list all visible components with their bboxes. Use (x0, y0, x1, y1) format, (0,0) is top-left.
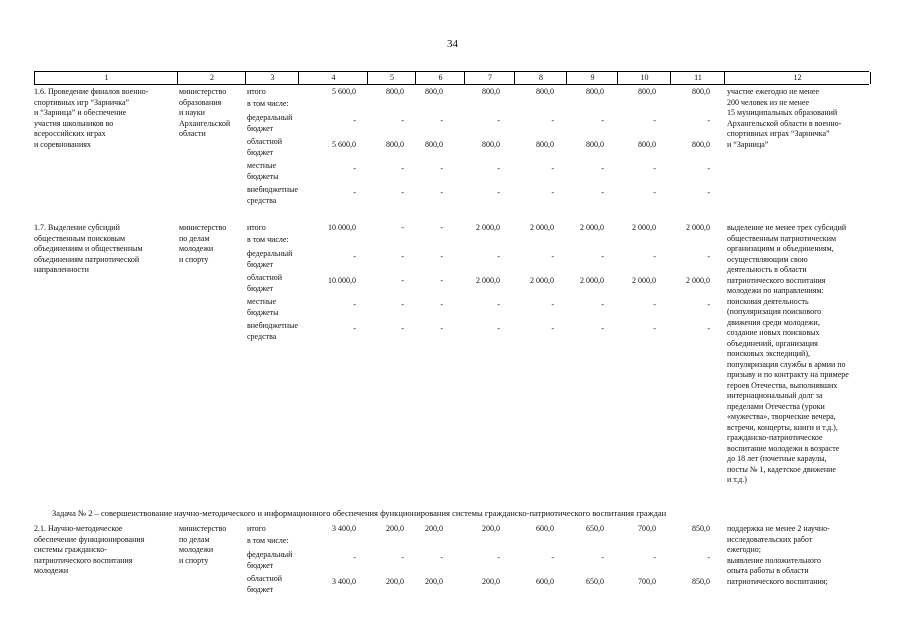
funding-value: 800,0 (425, 140, 443, 149)
funding-value: - (601, 188, 604, 197)
funding-source-label: в том числе: (247, 99, 289, 108)
funding-value: 600,0 (536, 524, 554, 533)
funding-value: - (401, 553, 404, 562)
funding-value: - (601, 164, 604, 173)
funding-value: - (601, 553, 604, 562)
funding-value: - (601, 252, 604, 261)
funding-value: - (497, 300, 500, 309)
funding-value: - (497, 188, 500, 197)
funding-source-label: местные бюджеты (247, 161, 279, 181)
funding-value: 800,0 (586, 140, 604, 149)
funding-value: 800,0 (482, 87, 500, 96)
funding-value: 850,0 (692, 524, 710, 533)
activity-name: 1.7. Выделение субсидий общественным поисковым объединениям и общественным объединениям патриотической направленности (34, 223, 143, 274)
activity-name: 1.6. Проведение финалов военно- спортивных игр “Зарничка” и “Зарница” и обеспечение участия школьников во всероссийских играх и соревнованиях (34, 87, 149, 149)
funding-value: - (497, 553, 500, 562)
funding-value: - (707, 553, 710, 562)
funding-value: - (551, 553, 554, 562)
funding-value: - (653, 116, 656, 125)
funding-value: 800,0 (536, 140, 554, 149)
funding-value: 800,0 (692, 140, 710, 149)
funding-value: - (601, 324, 604, 333)
funding-value: 800,0 (482, 140, 500, 149)
funding-source-label: внебюджетные средства (247, 185, 298, 205)
funding-value: - (401, 276, 404, 285)
funding-value: - (353, 116, 356, 125)
funding-value: - (707, 252, 710, 261)
executor-name: министерство по делам молодежи и спорту (179, 524, 227, 565)
funding-value: - (653, 188, 656, 197)
funding-value: 800,0 (536, 87, 554, 96)
funding-value: - (601, 300, 604, 309)
funding-source-label: федеральный бюджет (247, 550, 293, 570)
funding-value: - (401, 324, 404, 333)
funding-source-label: федеральный бюджет (247, 113, 293, 133)
funding-value: 2 000,0 (476, 223, 500, 232)
funding-value: 200,0 (482, 524, 500, 533)
funding-value: 2 000,0 (580, 276, 604, 285)
funding-source-label: федеральный бюджет (247, 249, 293, 269)
funding-value: 2 000,0 (632, 223, 656, 232)
funding-value: - (401, 116, 404, 125)
funding-value: 650,0 (586, 524, 604, 533)
funding-value: 800,0 (425, 87, 443, 96)
funding-value: - (401, 300, 404, 309)
funding-value: 3 400,0 (332, 577, 356, 586)
funding-value: 800,0 (638, 87, 656, 96)
funding-value: 200,0 (386, 524, 404, 533)
task-heading: Задача № 2 – совершенствование научно-методического и информационного обеспечения функционирования системы гражданско-патриотического воспитания граждан (52, 508, 667, 518)
funding-value: - (707, 188, 710, 197)
funding-value: - (440, 164, 443, 173)
funding-value: 10 000,0 (328, 223, 356, 232)
funding-value: - (653, 252, 656, 261)
funding-value: 850,0 (692, 577, 710, 586)
funding-value: - (551, 116, 554, 125)
funding-value: 2 000,0 (686, 276, 710, 285)
funding-source-label: внебюджетные средства (247, 321, 298, 341)
expected-result: участие ежегодно не менее 200 человек из не менее 15 муниципальных образований Архангельской области в военно- спортивных играх “Зарничка” и “Зарница” (727, 87, 842, 149)
funding-value: 700,0 (638, 577, 656, 586)
funding-value: - (353, 553, 356, 562)
header-cell: 11 (670, 72, 725, 84)
expected-result: выделение не менее трех субсидий общественным патриотическим организациям и объединениям, осуществляющим свою деятельность в области патриотического воспитания молодежи по направлениям: поисковая деятельность (популяризация поискового движения среди молодежи, создание новых поисковых объединений, организация поисковых экспедиций), популяризация службы в армии по призыву и по контракту на примере героев Отечества, выполнявших интернациональный долг за пределами Отечества (уроки «мужества», творческие вечера, встречи, концерты, книги и т.д.), гражданско-патриотическое воспитание молодежи в возрасте до 18 лет (почетные караулы, посты № 1, кадетское движение и т.д.) (727, 223, 849, 484)
expected-result: поддержка не менее 2 научно- исследовательских работ ежегодно; выявление положительного опыта работы в области патриотического воспитания; (727, 524, 830, 586)
header-cell: 10 (617, 72, 671, 84)
funding-value: - (440, 252, 443, 261)
funding-value: - (551, 324, 554, 333)
funding-value: - (440, 300, 443, 309)
funding-value: - (551, 188, 554, 197)
funding-source-label: областной бюджет (247, 574, 283, 594)
funding-source-label: в том числе: (247, 235, 289, 244)
funding-source-label: областной бюджет (247, 273, 283, 293)
executor-name: министерство по делам молодежи и спорту (179, 223, 227, 264)
funding-value: 600,0 (536, 577, 554, 586)
funding-value: - (440, 116, 443, 125)
table-header-row (34, 71, 869, 85)
header-cell: 7 (464, 72, 515, 84)
funding-value: - (353, 300, 356, 309)
funding-value: - (353, 324, 356, 333)
funding-value: - (653, 300, 656, 309)
funding-value: 800,0 (586, 87, 604, 96)
funding-value: - (440, 188, 443, 197)
funding-value: - (497, 252, 500, 261)
funding-source-label: областной бюджет (247, 137, 283, 157)
funding-value: 800,0 (638, 140, 656, 149)
funding-value: - (401, 223, 404, 232)
header-cell: 9 (566, 72, 618, 84)
header-cell: 12 (724, 72, 871, 84)
funding-value: 650,0 (586, 577, 604, 586)
executor-name: министерство образования и науки Архангельской области (179, 87, 231, 138)
funding-value: 5 600,0 (332, 87, 356, 96)
funding-value: - (497, 116, 500, 125)
funding-source-label: итого (247, 524, 266, 533)
funding-value: - (707, 116, 710, 125)
funding-value: - (497, 164, 500, 173)
funding-value: 2 000,0 (530, 276, 554, 285)
funding-source-label: в том числе: (247, 536, 289, 545)
funding-value: 5 600,0 (332, 140, 356, 149)
funding-value: - (353, 188, 356, 197)
funding-value: 2 000,0 (686, 223, 710, 232)
funding-value: 200,0 (425, 577, 443, 586)
funding-value: - (353, 164, 356, 173)
funding-value: - (401, 252, 404, 261)
funding-value: - (653, 164, 656, 173)
funding-value: 10 000,0 (328, 276, 356, 285)
funding-source-label: итого (247, 87, 266, 96)
funding-value: - (601, 116, 604, 125)
funding-value: 2 000,0 (632, 276, 656, 285)
header-cell: 2 (177, 72, 246, 84)
funding-source-label: местные бюджеты (247, 297, 279, 317)
funding-value: - (707, 164, 710, 173)
funding-value: 200,0 (386, 577, 404, 586)
funding-value: 3 400,0 (332, 524, 356, 533)
funding-value: - (551, 252, 554, 261)
funding-value: - (653, 553, 656, 562)
header-cell: 6 (415, 72, 465, 84)
funding-value: - (440, 223, 443, 232)
funding-value: - (401, 164, 404, 173)
header-cell: 1 (34, 72, 178, 84)
funding-value: - (440, 553, 443, 562)
funding-value: - (440, 276, 443, 285)
funding-value: - (653, 324, 656, 333)
header-cell: 8 (514, 72, 567, 84)
activity-name: 2.1. Научно-методическое обеспечение функционирования системы гражданско- патриотического воспитания молодежи (34, 524, 145, 575)
header-cell: 4 (298, 72, 368, 84)
funding-value: - (401, 188, 404, 197)
funding-value: 200,0 (482, 577, 500, 586)
funding-value: 800,0 (692, 87, 710, 96)
funding-value: - (707, 300, 710, 309)
funding-value: 2 000,0 (530, 223, 554, 232)
funding-value: 700,0 (638, 524, 656, 533)
funding-value: - (440, 324, 443, 333)
funding-value: - (497, 324, 500, 333)
funding-value: 800,0 (386, 87, 404, 96)
funding-source-label: итого (247, 223, 266, 232)
page-number: 34 (447, 38, 458, 50)
funding-value: - (707, 324, 710, 333)
funding-value: 800,0 (386, 140, 404, 149)
funding-value: 200,0 (425, 524, 443, 533)
funding-value: - (551, 164, 554, 173)
header-cell: 3 (245, 72, 299, 84)
funding-value: 2 000,0 (476, 276, 500, 285)
funding-value: - (353, 252, 356, 261)
funding-value: 2 000,0 (580, 223, 604, 232)
funding-value: - (551, 300, 554, 309)
header-cell: 5 (367, 72, 416, 84)
